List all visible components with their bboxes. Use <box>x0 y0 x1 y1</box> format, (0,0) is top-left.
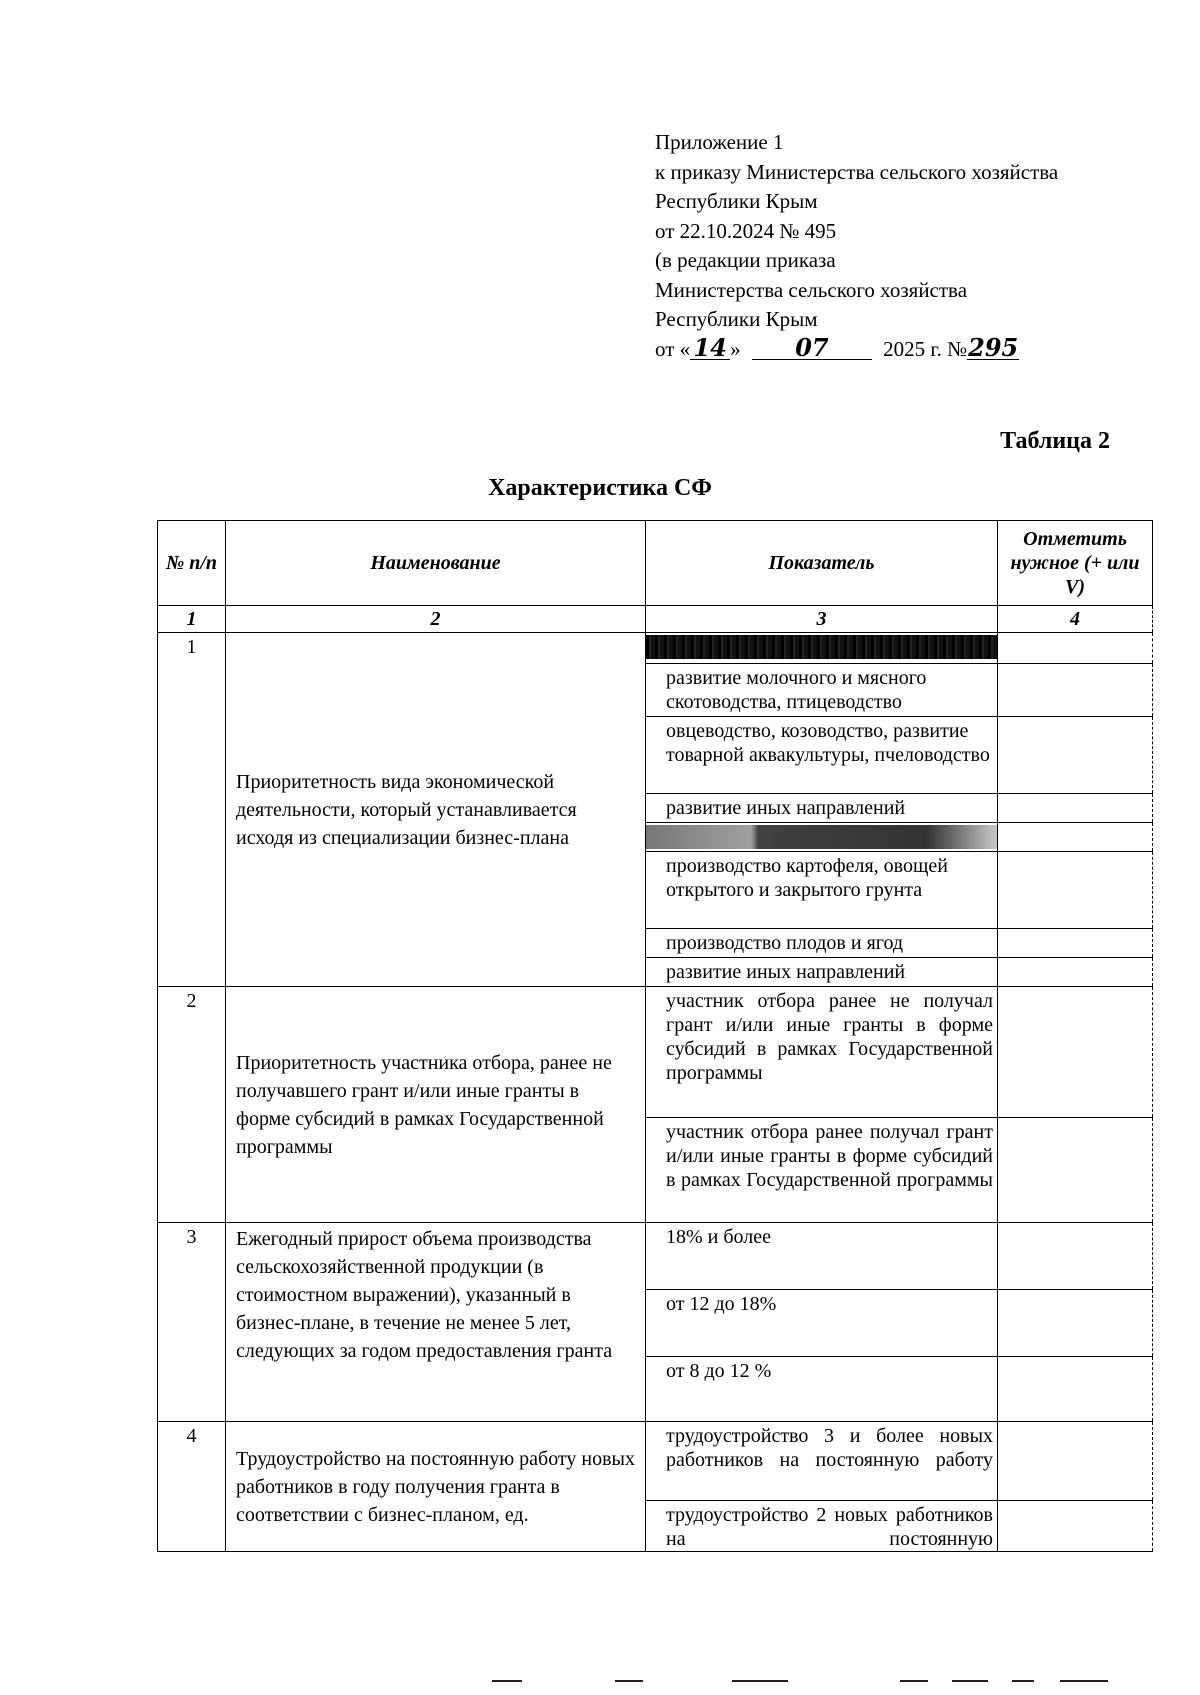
option-cell: трудоустройство 3 и более новых работников на постоянную работу <box>646 1422 998 1501</box>
option-cell: развитие иных направлений <box>646 794 998 823</box>
header-number: № п/п <box>158 521 226 606</box>
table-row <box>158 633 1153 664</box>
scan-line <box>732 1680 788 1682</box>
column-number-row <box>158 606 1153 633</box>
scan-line <box>1012 1680 1034 1682</box>
column-number: 3 <box>646 606 998 633</box>
approval-line: Приложение 1 <box>655 130 784 154</box>
handwritten-day: 14 <box>690 337 730 360</box>
document-title: Характеристика СФ <box>488 475 712 501</box>
row-index: 2 <box>158 987 226 1223</box>
redacted-cell <box>646 633 998 664</box>
approval-block <box>655 128 1135 364</box>
scan-line <box>900 1680 928 1682</box>
year-text: 2025 г. № <box>883 336 968 361</box>
scan-line <box>492 1680 522 1682</box>
mark-cell[interactable] <box>998 823 1153 852</box>
approval-line: Республики Крым <box>655 189 818 213</box>
option-cell: от 8 до 12 % <box>646 1357 998 1422</box>
row-name: Ежегодный прирост объема производства сельскохозяйственной продукции (в стоимостном выражении), указанный в бизнес-плане, в течение не менее 5 лет, следующих за годом предоставления гранта <box>226 1223 646 1422</box>
row-index: 1 <box>158 633 226 987</box>
mark-cell[interactable] <box>998 958 1153 987</box>
option-cell: развитие иных направлений <box>646 958 998 987</box>
mark-cell[interactable] <box>998 1422 1153 1501</box>
header-name: Наименование <box>226 521 646 606</box>
mark-cell[interactable] <box>998 1118 1153 1223</box>
mark-cell[interactable] <box>998 929 1153 958</box>
approval-line: от 22.10.2024 № 495 <box>655 218 837 243</box>
option-cell: участник отбора ранее получал грант и/или иные гранты в форме субсидий в рамках Государственной программы <box>646 1118 998 1223</box>
mark-cell[interactable] <box>998 633 1153 664</box>
row-index: 4 <box>158 1422 226 1552</box>
scan-line <box>615 1680 643 1682</box>
redaction-mark <box>646 635 997 659</box>
approval-line: к приказу Министерства сельского хозяйства <box>655 159 1059 184</box>
header-row <box>158 521 1153 606</box>
redaction-mark <box>646 825 997 849</box>
scan-line <box>952 1680 988 1682</box>
approval-date-line <box>655 332 1135 365</box>
column-number: 4 <box>998 606 1153 633</box>
mark-cell[interactable] <box>998 1290 1153 1357</box>
redacted-cell <box>646 823 998 852</box>
option-cell: трудоустройство 2 новых работников на постоянную <box>646 1501 998 1552</box>
approval-line: Республики Крым <box>655 307 818 331</box>
row-name: Трудоустройство на постоянную работу новых работников в году получения гранта в соответствии с бизнес-планом, ед. <box>226 1422 646 1552</box>
mark-cell[interactable] <box>998 794 1153 823</box>
table-row <box>158 987 1153 1118</box>
mark-cell[interactable] <box>998 1357 1153 1422</box>
table-row <box>158 1422 1153 1501</box>
table-row <box>158 1223 1153 1290</box>
option-cell: развитие молочного и мясного скотоводства, птицеводство <box>646 664 998 717</box>
handwritten-month: 07 <box>752 337 872 360</box>
mark-cell[interactable] <box>998 852 1153 929</box>
option-cell: производство плодов и ягод <box>646 929 998 958</box>
row-name: Приоритетность вида экономической деятельности, который устанавливается исходя из специализации бизнес-плана <box>226 633 646 987</box>
scan-line <box>1060 1680 1108 1682</box>
mark-cell[interactable] <box>998 717 1153 794</box>
header-mark: Отметить нужное (+ или V) <box>998 521 1153 606</box>
row-name: Приоритетность участника отбора, ранее не получавшего грант и/или иные гранты в форме субсидий в рамках Государственной программы <box>226 987 646 1223</box>
approval-line: Министерства сельского хозяйства <box>655 277 968 302</box>
option-cell: производство картофеля, овощей открытого и закрытого грунта <box>646 852 998 929</box>
mark-cell[interactable] <box>998 1223 1153 1290</box>
mark-cell[interactable] <box>998 987 1153 1118</box>
handwritten-number: 295 <box>968 332 1019 362</box>
option-cell: участник отбора ранее не получал грант и/или иные гранты в форме субсидий в рамках Государственной программы <box>646 987 998 1118</box>
option-cell: овцеводство, козоводство, развитие товарной аквакультуры, пчеловодство <box>646 717 998 794</box>
column-number: 1 <box>158 606 226 633</box>
date-prefix: от « <box>655 336 691 361</box>
row-index: 3 <box>158 1223 226 1422</box>
approval-line: (в редакции приказа <box>655 248 836 272</box>
header-indicator: Показатель <box>646 521 998 606</box>
mark-cell[interactable] <box>998 664 1153 717</box>
table-label: Таблица 2 <box>1000 428 1110 454</box>
characteristics-table <box>157 520 1153 1552</box>
mark-cell[interactable] <box>998 1501 1153 1552</box>
date-mid: » <box>730 336 741 361</box>
option-cell: от 12 до 18% <box>646 1290 998 1357</box>
option-cell: 18% и более <box>646 1223 998 1290</box>
scan-artifacts <box>0 1680 1200 1686</box>
column-number: 2 <box>226 606 646 633</box>
